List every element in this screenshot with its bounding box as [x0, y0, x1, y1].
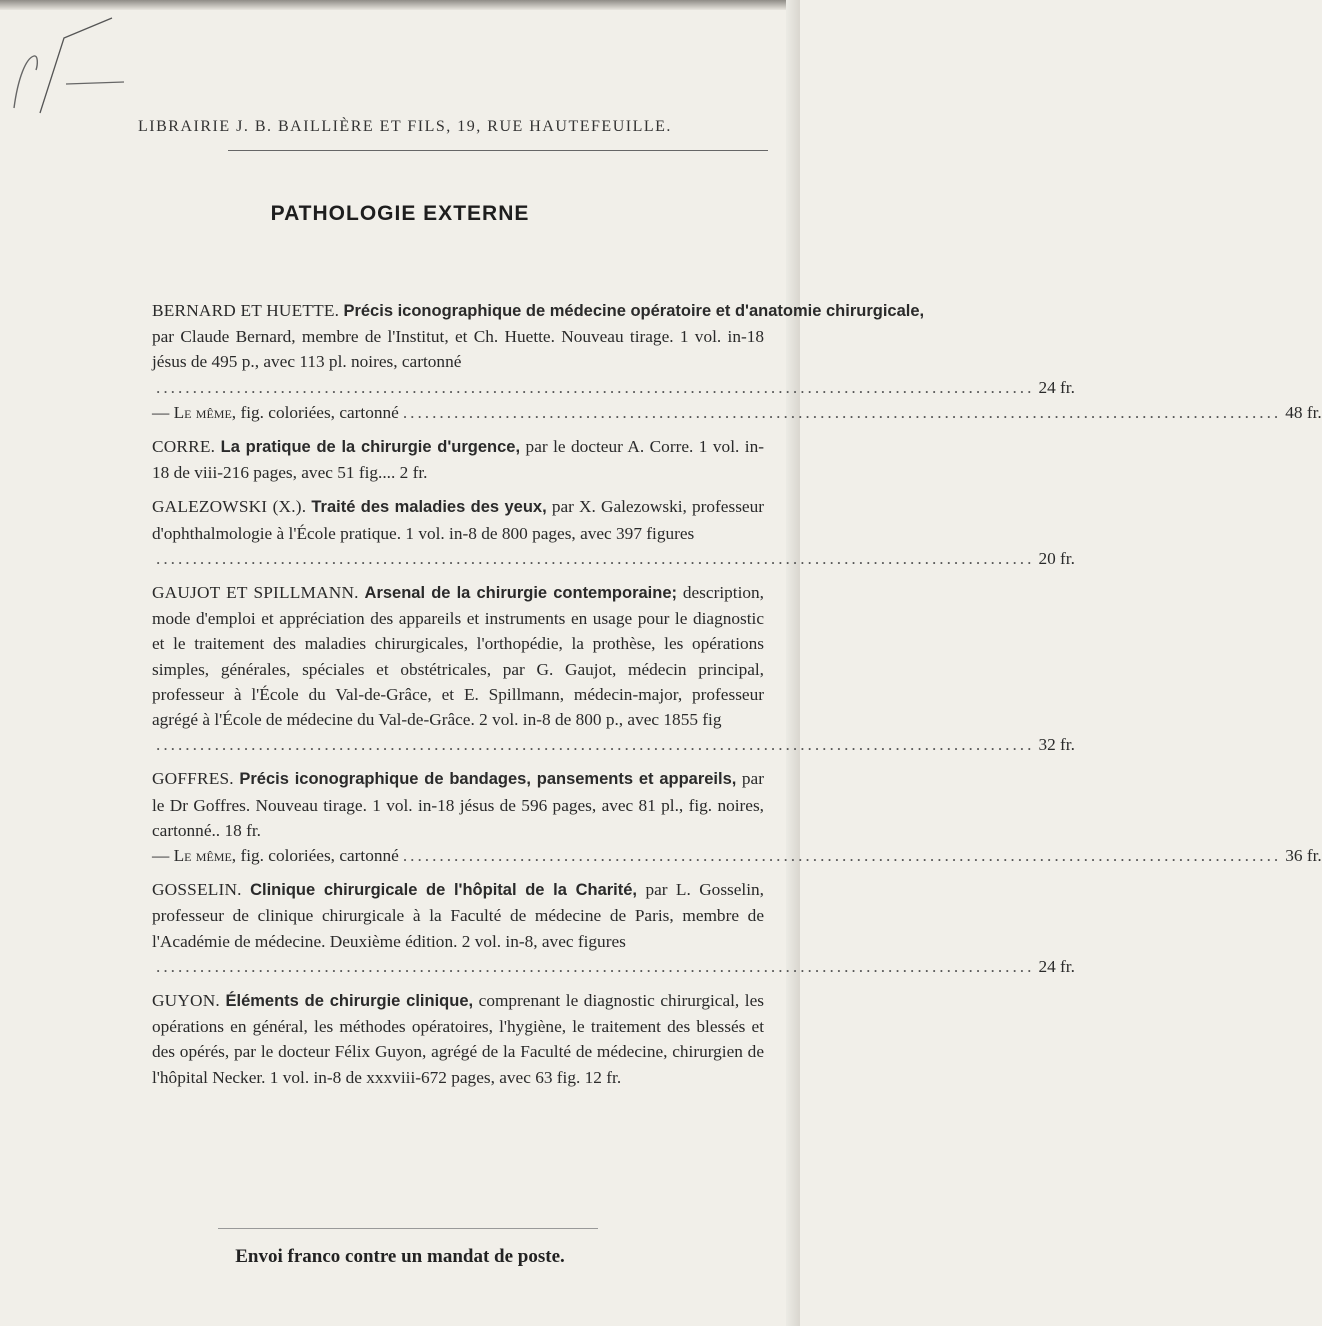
entry-title: Précis iconographique de médecine opératoire et d'anatomie chirurgicale,: [343, 302, 925, 320]
entry-author: GUYON.: [152, 991, 220, 1011]
entry-price: 18 fr.: [224, 820, 261, 840]
page-right-edge: [786, 0, 800, 1326]
catalog-entry: [152, 877, 1075, 979]
handwritten-mark: [4, 18, 154, 128]
page-top-edge: [0, 0, 800, 10]
catalog-entry: [152, 988, 764, 1090]
entry-text: par Claude Bernard, membre de l'Institut, et Ch. Huette. Nouveau tirage. 1 vol. in-18 jésus de 495 p., avec 113 pl. noires, cartonné: [152, 327, 764, 372]
entry-title: Éléments de chirurgie clinique,: [225, 992, 474, 1011]
entry-title: Clinique chirurgicale de l'hôpital de la Charité,: [250, 881, 638, 900]
entry-title: Arsenal de la chirurgie contemporaine;: [364, 584, 677, 603]
entry-sub-text: fig. coloriées, cartonné: [240, 402, 399, 422]
section-title: PATHOLOGIE EXTERNE: [270, 202, 530, 225]
entry-sub-price: 36 fr.: [1285, 846, 1322, 866]
entry-title: Précis iconographique de bandages, pansements et appareils,: [239, 770, 737, 789]
entry-title: Traité des maladies des yeux,: [311, 498, 547, 517]
catalog-entries: [152, 298, 1322, 1099]
entry-author: CORRE.: [152, 437, 216, 457]
catalog-entry: [152, 580, 1075, 757]
entry-title: La pratique de la chirurgie d'urgence,: [220, 438, 521, 457]
header-rule: [228, 150, 768, 151]
entry-price: 32 fr.: [1038, 735, 1075, 755]
entry-author: GOFFRES.: [152, 769, 234, 789]
entry-text: description, mode d'emploi et appréciation des appareils et instruments en usage pour le diagnostic et le traitement des maladies chirurgicales, l'orthopédie, la prothèse, les opérations simples, générales, spéciales et obstétricales, par G. Gaujot, médecin principal, professeur à l'École du Val-de-Grâce, et E. Spillmann, médecin-major, professeur agrégé à l'École de médecine du Val-de-Grâce. 2 vol. in-8 de 800 p., avec 1855 fig: [152, 583, 764, 730]
catalog-entry: [152, 298, 1322, 425]
entry-text: par le docteur A. Corre. 1 vol. in-18 de viii-216 pages, avec 51 fig....: [152, 437, 764, 483]
entry-price: 24 fr.: [1038, 956, 1075, 976]
entry-sub-text: fig. coloriées, cartonné: [240, 846, 399, 866]
entry-sub-price: 48 fr.: [1285, 402, 1322, 422]
entry-author: GALEZOWSKI (X.).: [152, 497, 307, 517]
entry-price: 12 fr.: [584, 1067, 622, 1087]
entry-author: BERNARD ET HUETTE.: [152, 301, 340, 320]
catalog-entry: [152, 766, 1322, 868]
entry-sub-label: — Le même,: [152, 402, 237, 422]
entry-price: 24 fr.: [1038, 377, 1075, 397]
footer-note: Envoi franco contre un mandat de poste.: [235, 1246, 565, 1267]
entry-author: GAUJOT ET SPILLMANN.: [152, 583, 359, 603]
publisher-header: LIBRAIRIE J. B. BAILLIÈRE ET FILS, 19, RUE HAUTEFEUILLE.: [138, 118, 672, 135]
catalog-entry: [152, 494, 1075, 571]
entry-text: comprenant le diagnostic chirurgical, les opérations en général, les méthodes opératoires, l'hygiène, le traitement des blessés et des opérés, par le docteur Félix Guyon, agrégé de la Faculté de médecine, chirurgien de l'hôpital Necker. 1 vol. in-8 de xxxviii-672 pages, avec 63 fig.: [152, 991, 764, 1087]
entry-price: 20 fr.: [1038, 548, 1075, 568]
footer-rule: [218, 1228, 598, 1229]
entry-text: par X. Galezowski, professeur d'ophthalmologie à l'École pratique. 1 vol. in-8 de 800 pages, avec 397 figures: [152, 497, 764, 543]
entry-sub-label: — Le même,: [152, 846, 237, 866]
entry-price: 2 fr.: [399, 463, 428, 483]
entry-text: par L. Gosselin, professeur de clinique chirurgicale à la Faculté de médecine de Paris, membre de l'Académie de médecine. Deuxième édition. 2 vol. in-8, avec figures: [152, 880, 764, 951]
entry-text: par le Dr Goffres. Nouveau tirage. 1 vol. in-18 jésus de 596 pages, avec 81 pl., fig. noires, cartonné..: [152, 769, 764, 840]
catalog-entry: [152, 434, 764, 485]
entry-author: GOSSELIN.: [152, 880, 242, 900]
